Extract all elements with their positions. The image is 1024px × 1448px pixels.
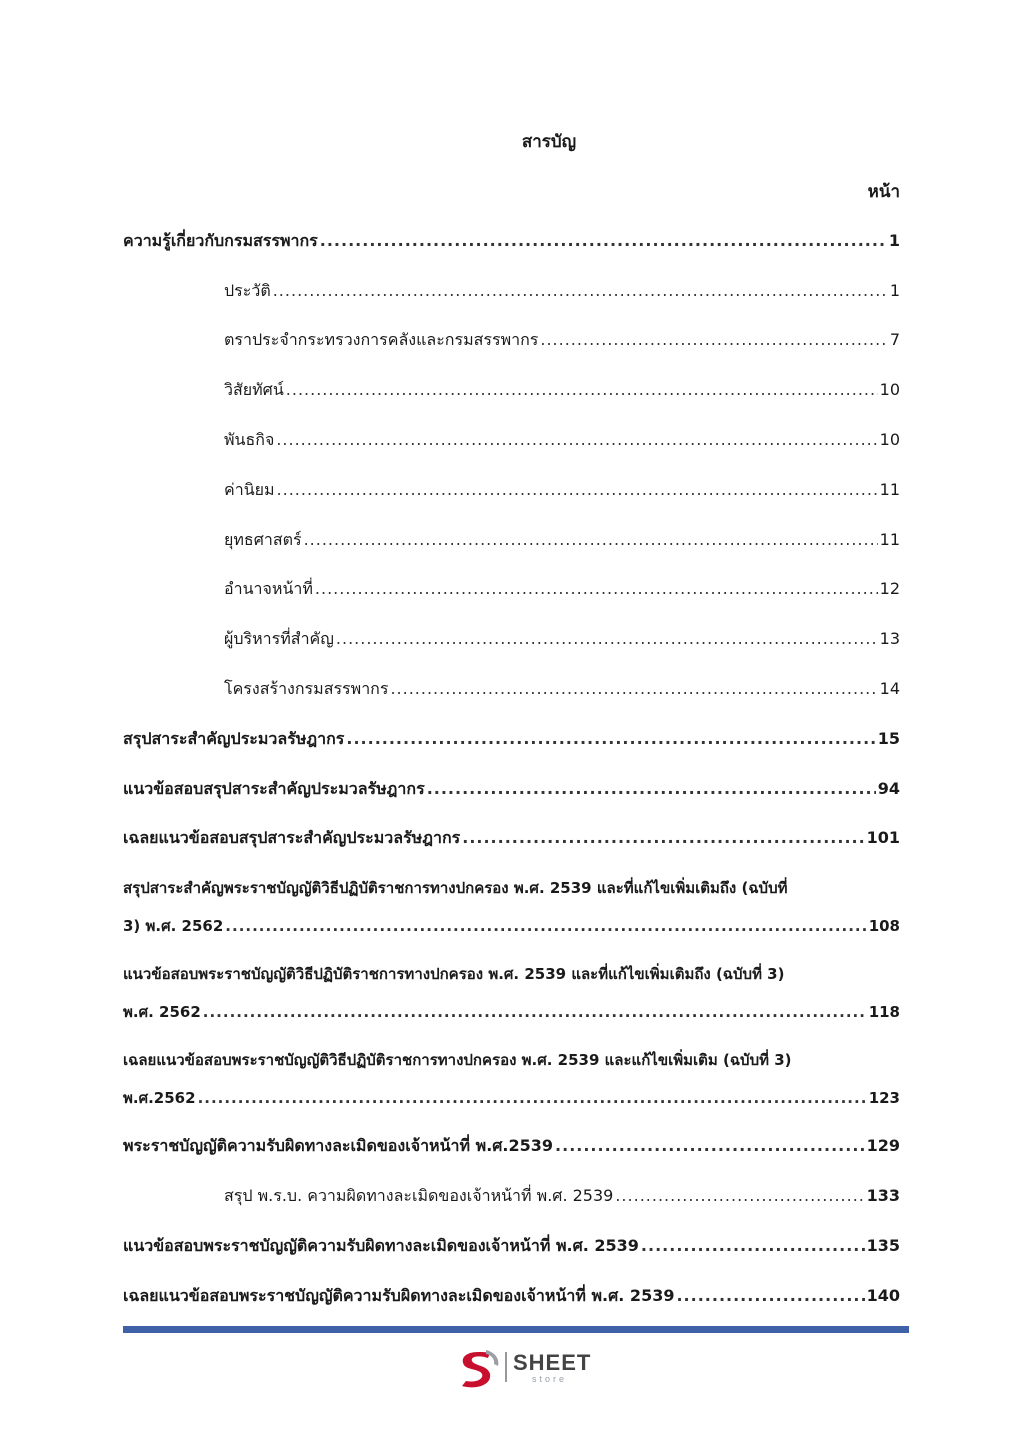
toc-entry-title: พระราชบัญญัติความรับผิดทางละเมิดของเจ้าหน้าที่ พ.ศ.2539	[123, 1136, 554, 1155]
toc-entry-title: พันธกิจ	[224, 430, 275, 449]
dot-leader	[555, 1132, 865, 1160]
toc-entry[interactable]	[123, 725, 900, 753]
page-column-header: หน้า	[867, 182, 900, 202]
toc-entry-page: 135	[866, 1236, 900, 1255]
toc-entry-page: 15	[877, 729, 900, 748]
dot-leader	[676, 1282, 864, 1310]
toc-entry-title: ผู้บริหารที่สำคัญ	[224, 629, 334, 648]
dot-leader	[320, 227, 887, 255]
toc-entry-title: ยุทธศาสตร์	[224, 530, 302, 549]
toc-entry-title: อำนาจหน้าที่	[224, 579, 313, 598]
toc-entry-title: สรุปสาระสำคัญพระราชบัญญัติวิธีปฏิบัติราชการทางปกครอง พ.ศ. 2539 และที่แก้ไขเพิ่มเติมถึง (ฉบับที่	[123, 879, 788, 897]
logo-sub-text: store	[532, 1374, 568, 1384]
toc-entry-page: 129	[866, 1136, 900, 1155]
toc-entry-page: 140	[866, 1286, 900, 1305]
dot-leader	[198, 1084, 867, 1112]
toc-entry-title: ค่านิยม	[224, 480, 275, 499]
toc-subentry[interactable]	[224, 376, 900, 404]
toc-entry-title: แนวข้อสอบสรุปสาระสำคัญประมวลรัษฎากร	[123, 779, 425, 798]
toc-entry[interactable]	[123, 775, 900, 803]
toc-subentry[interactable]	[224, 575, 900, 603]
toc-entry-title: แนวข้อสอบพระราชบัญญัติวิธีปฏิบัติราชการทางปกครอง พ.ศ. 2539 และที่แก้ไขเพิ่มเติมถึง (ฉบับที่ 3)	[123, 965, 785, 983]
toc-subentry[interactable]	[224, 675, 900, 703]
toc-entry-page: 13	[879, 629, 900, 648]
toc-entry[interactable]	[123, 1232, 900, 1260]
toc-entry-title: สรุปสาระสำคัญประมวลรัษฎากร	[123, 729, 345, 748]
toc-entry-page: 133	[866, 1186, 900, 1205]
toc-entry-multiline[interactable]	[123, 960, 900, 1026]
toc-entry-page: 12	[879, 579, 900, 598]
dot-leader	[540, 326, 887, 354]
toc-entry-page: 10	[879, 380, 900, 399]
toc-entry-page: 10	[879, 430, 900, 449]
toc-entry-title: สรุป พ.ร.บ. ความผิดทางละเมิดของเจ้าหน้าที่ พ.ศ. 2539	[224, 1186, 614, 1205]
toc-entry-title: ตราประจำกระทรวงการคลังและกรมสรรพากร	[224, 330, 539, 349]
dot-leader	[346, 725, 875, 753]
toc-entry-title: เฉลยแนวข้อสอบพระราชบัญญัติความรับผิดทางละเมิดของเจ้าหน้าที่ พ.ศ. 2539	[123, 1286, 675, 1305]
dot-leader	[276, 426, 877, 454]
toc-subentry[interactable]	[224, 326, 900, 354]
dot-leader	[390, 675, 877, 703]
dot-leader	[641, 1232, 865, 1260]
toc-entry-multiline[interactable]	[123, 874, 900, 940]
toc-subentry[interactable]	[224, 1182, 900, 1210]
dot-leader	[615, 1182, 864, 1210]
dot-leader	[462, 824, 864, 852]
logo-divider	[505, 1352, 507, 1382]
toc-entry-title: โครงสร้างกรมสรรพากร	[224, 679, 389, 698]
toc-entry-title: แนวข้อสอบพระราชบัญญัติความรับผิดทางละเมิดของเจ้าหน้าที่ พ.ศ. 2539	[123, 1236, 639, 1255]
dot-leader	[203, 998, 867, 1026]
toc-entry-page: 94	[877, 779, 900, 798]
toc-entry-page: 11	[879, 480, 900, 499]
toc-entry-title-cont: พ.ศ. 2562	[123, 1003, 201, 1021]
toc-entry-title: ความรู้เกี่ยวกับกรมสรรพากร	[123, 231, 318, 250]
toc-entry-multiline[interactable]	[123, 1046, 900, 1112]
footer-rule	[123, 1326, 909, 1333]
toc-subentry[interactable]	[224, 476, 900, 504]
dot-leader	[304, 526, 878, 554]
dot-leader	[286, 376, 878, 404]
toc-entry-page: 1	[888, 231, 900, 250]
toc-entry[interactable]	[123, 1132, 900, 1160]
dot-leader	[336, 625, 878, 653]
page-title: สารบัญ	[521, 132, 577, 152]
toc-entry-page: 108	[868, 917, 900, 935]
dot-leader	[225, 912, 866, 940]
toc-subentry[interactable]	[224, 526, 900, 554]
toc-subentry[interactable]	[224, 426, 900, 454]
toc-entry-title: เฉลยแนวข้อสอบสรุปสาระสำคัญประมวลรัษฎากร	[123, 828, 461, 847]
toc-subentry[interactable]	[224, 277, 900, 305]
toc-entry-page: 11	[879, 530, 900, 549]
dot-leader	[427, 775, 876, 803]
toc-entry[interactable]	[123, 824, 900, 852]
toc-entry-page: 1	[889, 281, 900, 300]
toc-entry-page: 101	[866, 828, 900, 847]
toc-entry[interactable]	[123, 1282, 900, 1310]
toc-entry-title: เฉลยแนวข้อสอบพระราชบัญญัติวิธีปฏิบัติราชการทางปกครอง พ.ศ. 2539 และแก้ไขเพิ่มเติม (ฉบับที่ 3)	[123, 1051, 792, 1069]
toc-entry-title-cont: พ.ศ.2562	[123, 1089, 196, 1107]
toc-entry-page: 123	[868, 1089, 900, 1107]
toc-entry-title: ประวัติ	[224, 281, 271, 300]
logo-main-text: SHEET	[513, 1350, 592, 1375]
dot-leader	[273, 277, 888, 305]
toc-entry-page: 118	[868, 1003, 900, 1021]
dot-leader	[277, 476, 878, 504]
toc-entry-page: 7	[889, 330, 900, 349]
dot-leader	[315, 575, 878, 603]
toc-entry-title-cont: 3) พ.ศ. 2562	[123, 917, 224, 935]
toc-entry[interactable]	[123, 227, 900, 255]
toc-entry-page: 14	[879, 679, 900, 698]
toc-entry-title: วิสัยทัศน์	[224, 380, 284, 399]
toc-subentry[interactable]	[224, 625, 900, 653]
